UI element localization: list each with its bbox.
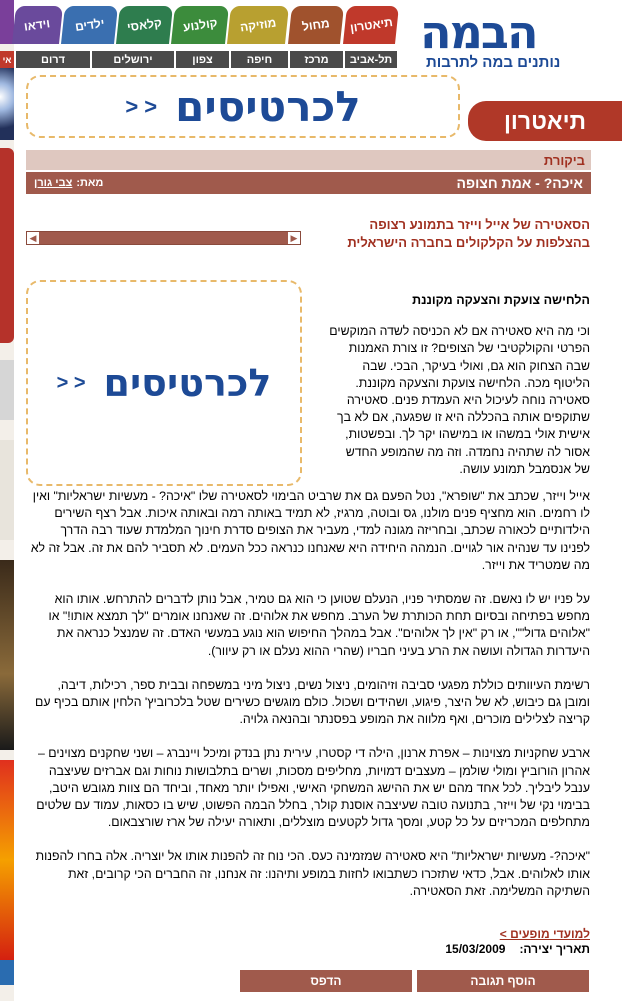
tickets-banner-side[interactable] bbox=[26, 280, 302, 486]
tickets-banner-top[interactable] bbox=[26, 75, 460, 138]
tab-music[interactable]: מוזיקה bbox=[227, 6, 289, 44]
date-label: תאריך יצירה: bbox=[519, 942, 590, 956]
article-category-bar bbox=[26, 150, 591, 170]
slider-prev-icon[interactable]: ◀ bbox=[27, 232, 39, 244]
left-strip-ad-image bbox=[0, 68, 14, 140]
author-label: מאת: bbox=[76, 177, 104, 189]
paragraph: רשימת העיוותים כוללת מפגעי סביבה וזיהומים, ניצול נשים, ניצול מיני במשפחה ובבית ספר, רכילות, דיבה, ומובן גם כיבוש, לא של היצר, פיגוע, ושהידים ושכול. כולם מוגשים כשירים שטל בלכרוביץ' הלחין אותם בכיף עם קריצה לצלילים מוכרים, ואף מלווה את המופע בפסנתר ובהנאה גלויה. bbox=[35, 677, 590, 727]
article-byline bbox=[34, 177, 103, 189]
tickets-arrows-icon: < < bbox=[125, 93, 158, 119]
left-strip-block bbox=[0, 360, 14, 420]
city-tel-aviv[interactable]: תל-אביב bbox=[345, 51, 397, 68]
paragraph: וכי מה היא סאטירה אם לא הכניסה לשדה המוקשים הפרטי והקולקטיבי של הצופים? זו צורת האמנות שבה הצחוק הוא גם, ואולי בעיקר, הבכי. שבה הליטוף מכה. הלחישה צועקת והצעקה מקוננת. סאטירה נוחה לעיכול היא העמדת פנים. סאטירה שתוקפים אותה בהכללה היא זו שפגעה, אם לא בך אישית אולי במשהו או במישהו יקר לך. ובפשטות, אסור לה שתהיה נחמדה. וזה מה שהמופע החדש של אנסמבל תמונע עושה. bbox=[329, 324, 590, 476]
date-value: 15/03/2009 bbox=[445, 942, 506, 956]
article-footer-links bbox=[445, 927, 590, 957]
creation-date bbox=[445, 942, 590, 957]
city-north[interactable]: צפון bbox=[176, 51, 229, 68]
left-strip-ad bbox=[0, 960, 14, 985]
add-comment-button[interactable]: הוסף תגובה bbox=[417, 970, 589, 992]
show-dates-link[interactable]: למועדי מופעים > bbox=[499, 927, 590, 941]
city-haifa[interactable]: חיפה bbox=[231, 51, 288, 68]
section-title: תיאטרון bbox=[468, 101, 622, 141]
city-jerusalem[interactable]: ירושלים bbox=[92, 51, 174, 68]
article-heading: הלחישה צועקת והצעקה מקוננת bbox=[412, 293, 590, 307]
paragraph: "איכה?- מעשיות ישראליות" היא סאטירה שמזמינה כעס. הכי נוח זה להפנות אותו אל יוצריה. אלה בחרו להפנות אותו לאלוהים. אבל, כדאי שתזכרו כשתבואו לחזות במופע ותיהנו: זה אנחנו, זה החברים הכי קרובים, זאת השתיקה המשלימה. זאת הסאטירה. bbox=[35, 849, 590, 898]
article-lead: הסאטירה של אייל וייזר בתמונע רצופה בהצלפות על הקלקולים בחברה הישראלית bbox=[347, 217, 590, 250]
tab-dance[interactable]: מחול bbox=[288, 6, 344, 44]
article-body-main bbox=[30, 488, 590, 917]
tab-classical[interactable]: קלאסי bbox=[116, 6, 173, 44]
left-sidebar-strip bbox=[0, 0, 14, 1001]
paragraph: על פניו יש לו נאשם. זה שמסתיר פניו, הנעלם שטוען כי הוא גם טמיר, אבל נותן לדברים להתרחש. אותו הוא מחפש בפתיחה ובסיום תחת הכותרת של הערב. מחפש את אלוהים. זה שאנחנו אומרים "לך תמצא אותו!" או "אלוהים גדול"", או רק "אין לך אלוהים". אבל במהלך החיפוש הוא נוגע במעשי האדם. זה שמנצל כנראה את היעדרות הגדולה ועושה את הרע בעיני חבריו (שהרי ההוא נעלם או רק עיוור). bbox=[48, 592, 590, 658]
paragraph: אייל וייזר, שכתב את "שופרא", נטל הפעם גם את שרביט הבימוי לסאטירה שלו "איכה? - מעשיות ישראליות" ואין לו רחמים. הוא מחציף פנים מולנו, גס ובוטה, מרגיז, לא תמיד באותה רמה ובאותה איכות. אבל רצף השירים הילדותיים לכאורה שכתב, ובחריזה מגונה למדי, מעביר את הצופים סדרת חינוך המלמדת שעוד רבה הדרך לפנינו עד שנהיה אור לגויים. הנמהה היחידה היא שאנחנו כנראה ככל העמים. לא תסביר להם את זה. אבל זה לא מה שמטריד את וייזר. bbox=[30, 489, 590, 572]
slider-next-icon[interactable]: ▶ bbox=[288, 232, 300, 244]
tab-theater[interactable]: תיאטרון bbox=[343, 6, 399, 44]
left-strip-block bbox=[0, 440, 14, 540]
tickets-text-side: לכרטיסים bbox=[103, 361, 272, 405]
image-slider[interactable] bbox=[26, 231, 301, 245]
tickets-arrows-side-icon: < < bbox=[56, 371, 86, 394]
article-title: איכה? - אמת חצופה bbox=[456, 175, 583, 191]
city-partial[interactable]: אי bbox=[0, 51, 14, 68]
article-body-top bbox=[328, 292, 590, 495]
left-strip-ad bbox=[0, 760, 14, 960]
author-link[interactable]: צבי גורן bbox=[34, 177, 73, 189]
tab-video[interactable]: וידאו bbox=[12, 6, 63, 44]
city-center[interactable]: מרכז bbox=[290, 51, 343, 68]
site-tagline: נותנים במה לתרבות bbox=[426, 54, 561, 71]
left-strip-banner bbox=[0, 148, 14, 343]
print-button[interactable]: הדפס bbox=[240, 970, 412, 992]
tab-cinema[interactable]: קולנוע bbox=[171, 6, 229, 44]
article-title-bar bbox=[26, 172, 591, 194]
tab-kids[interactable]: ילדים bbox=[61, 6, 118, 44]
paragraph: ארבע שחקניות מצוינות – אפרת ארנון, הילה די קסטרו, עירית נתן בנדק ומיכל ויינברג – ושני שחקנים מצוינים – אהרון הורוביץ ומולי שולמן – מעצבים דמויות, מחליפים מסכות, ושרים בתלבושות נוחות וגם אברזים שעיצבה ענבל ליבליך. לכל אחד מהם יש את ההישג המשחקי האישי, ואפילו יותר מאחד, וביחד הם צוות מגובש היטב, בבימוי נקי של וייזר, בתנועה טובה שעיצבה אוסנת קולר, בחלל הבמה הפשוט, שיש בו כסאות, עמוד עם שלטים מתחלפים המכריזים על כל קטע, ומסך גדול לקטעים מוצללים, ותאורה יעילה של ארז שורצבאום. bbox=[36, 746, 590, 830]
site-logo[interactable]: הבמה bbox=[420, 5, 537, 59]
article-category: ביקורת bbox=[543, 152, 585, 168]
left-strip-photo bbox=[0, 560, 14, 750]
city-south[interactable]: דרום bbox=[16, 51, 90, 68]
tickets-text: לכרטיסים bbox=[175, 82, 361, 131]
